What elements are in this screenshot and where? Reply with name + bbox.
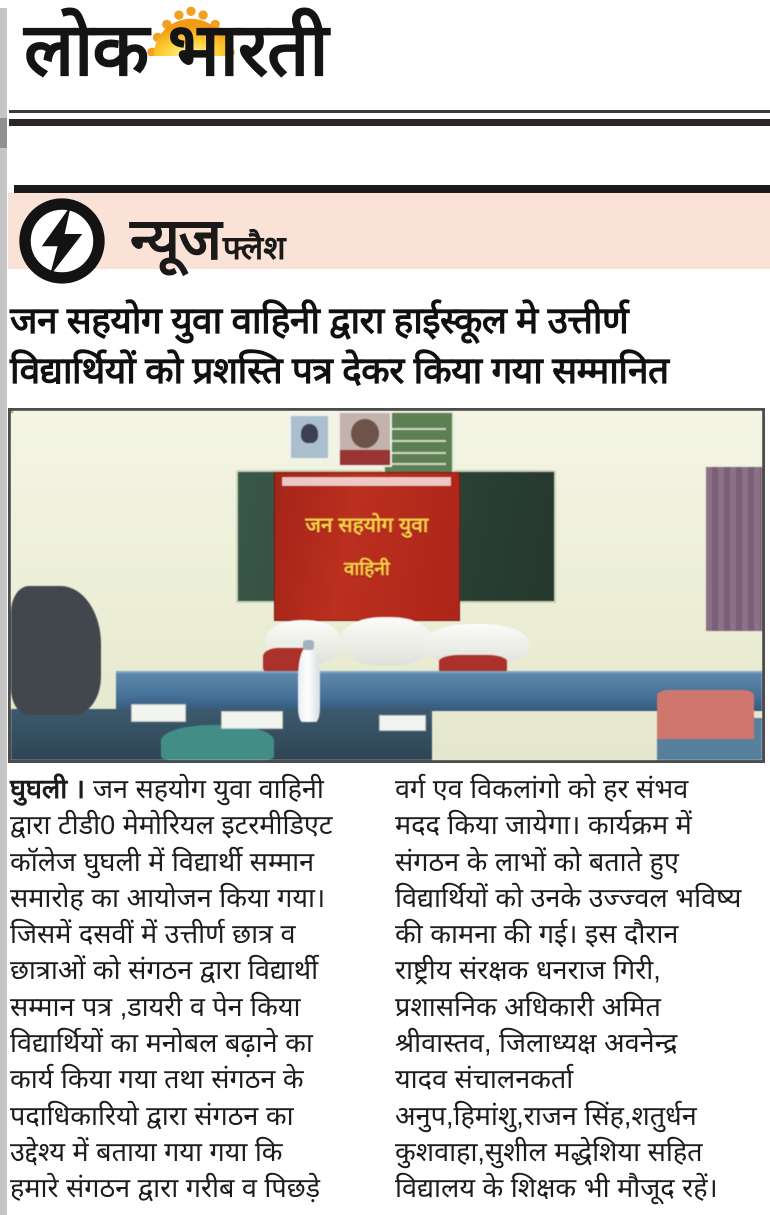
article-line: प्रशासनिक अधिकारी अमित xyxy=(395,991,661,1022)
scan-edge-notch xyxy=(0,118,7,148)
dateline: घुघली । xyxy=(10,774,85,804)
scan-edge-strip xyxy=(0,8,7,1215)
article-right-column xyxy=(395,771,765,1207)
news-flash-title xyxy=(130,193,286,279)
banner-text-line2: वाहिनी xyxy=(343,559,390,581)
article-headline xyxy=(10,296,766,396)
article-line: समारोह का आयोजन किया गया। xyxy=(10,882,326,913)
lightning-flash-icon xyxy=(18,197,106,285)
paper-on-desk xyxy=(131,704,186,722)
masthead-title: लोक भारती xyxy=(24,8,328,91)
article-line: जिसमें दसवीं में उत्तीर्ण छात्र व xyxy=(10,919,296,950)
article-line: मदद किया जायेगा। कार्यक्रम में xyxy=(395,810,692,841)
article-line: अनुप,हिमांशु,राजन सिंह,शतुर्धन xyxy=(395,1100,697,1131)
headline-line1: जन सहयोग युवा वाहिनी द्वारा हाईस्कूल मे उत्तीर्ण xyxy=(10,300,629,341)
article-line xyxy=(10,771,378,807)
article-line: यादव संचालनकर्ता xyxy=(395,1064,574,1095)
article-line: राष्ट्रीय संरक्षक धनराज गिरी, xyxy=(395,955,661,986)
article-line: सम्मान पत्र ,डायरी व पेन किया xyxy=(10,991,301,1022)
article-line: वर्ग एव विकलांगो को हर संभव xyxy=(395,774,689,804)
article-line: हमारे संगठन द्वारा गरीब व पिछड़े xyxy=(10,1173,321,1204)
white-sack xyxy=(341,617,431,666)
water-bottle-cap xyxy=(303,640,314,650)
event-banner xyxy=(274,472,460,621)
masthead-rule-thick xyxy=(9,119,770,126)
gandhi-portrait xyxy=(338,411,392,467)
water-bottle xyxy=(298,647,320,722)
masthead-rule-thin xyxy=(9,110,770,113)
flash-title-main: न्यूज xyxy=(130,206,221,272)
banner-text-line1: जन सहयोग युवा xyxy=(305,514,429,538)
paper-on-desk-3 xyxy=(379,715,426,731)
article-line: उद्देश्य में बताया गया गया कि xyxy=(10,1136,283,1167)
article-line: पदाधिकारियो द्वारा संगठन का xyxy=(10,1100,294,1131)
article-left-column xyxy=(10,771,378,1207)
notice-board xyxy=(383,411,455,474)
article-line: संगठन के लाभों को बताते हुए xyxy=(395,846,679,877)
flash-title-sub: फ्लैश xyxy=(222,228,286,266)
article-line-text: जन सहयोग युवा वाहिनी xyxy=(92,774,324,804)
article-line: की कामना की गई। इस दौरान xyxy=(395,919,679,950)
paper-on-desk-2 xyxy=(221,711,283,729)
curtain xyxy=(706,467,762,631)
wall-portrait xyxy=(289,414,331,460)
teal-bag xyxy=(161,725,274,760)
certificate xyxy=(11,411,13,413)
article-line: श्रीवास्तव, जिलाध्यक्ष अवनेन्द्र xyxy=(395,1028,678,1059)
dark-bag xyxy=(11,586,101,715)
pink-chair xyxy=(657,690,755,739)
article-line: कार्य किया गया तथा संगठन के xyxy=(10,1064,304,1095)
article-line: कुशवाहा,सुशील मद्धेशिया सहित xyxy=(395,1136,703,1167)
flash-top-bar xyxy=(14,185,770,193)
article-line: कॉलेज घुघली में विद्यार्थी सम्मान xyxy=(10,846,315,877)
article-line: विद्यालय के शिक्षक भी मौजूद रहें। xyxy=(395,1173,718,1204)
photo-scene xyxy=(11,411,762,760)
news-flash-band xyxy=(8,193,770,269)
article-line: विद्यार्थियों को उनके उज्ज्वल भविष्य xyxy=(395,882,742,913)
article-line: विद्यार्थियों का मनोबल बढ़ाने का xyxy=(10,1028,313,1059)
article-line: छात्राओं को संगठन द्वारा विद्यार्थी xyxy=(10,955,319,986)
ceremony-photo xyxy=(8,408,765,763)
article-line: द्वारा टीडी0 मेमोरियल इटरमीडिएट xyxy=(10,810,333,841)
headline-line2: विद्यार्थियों को प्रशस्ति पत्र देकर किया गया सम्मानित xyxy=(10,350,669,391)
